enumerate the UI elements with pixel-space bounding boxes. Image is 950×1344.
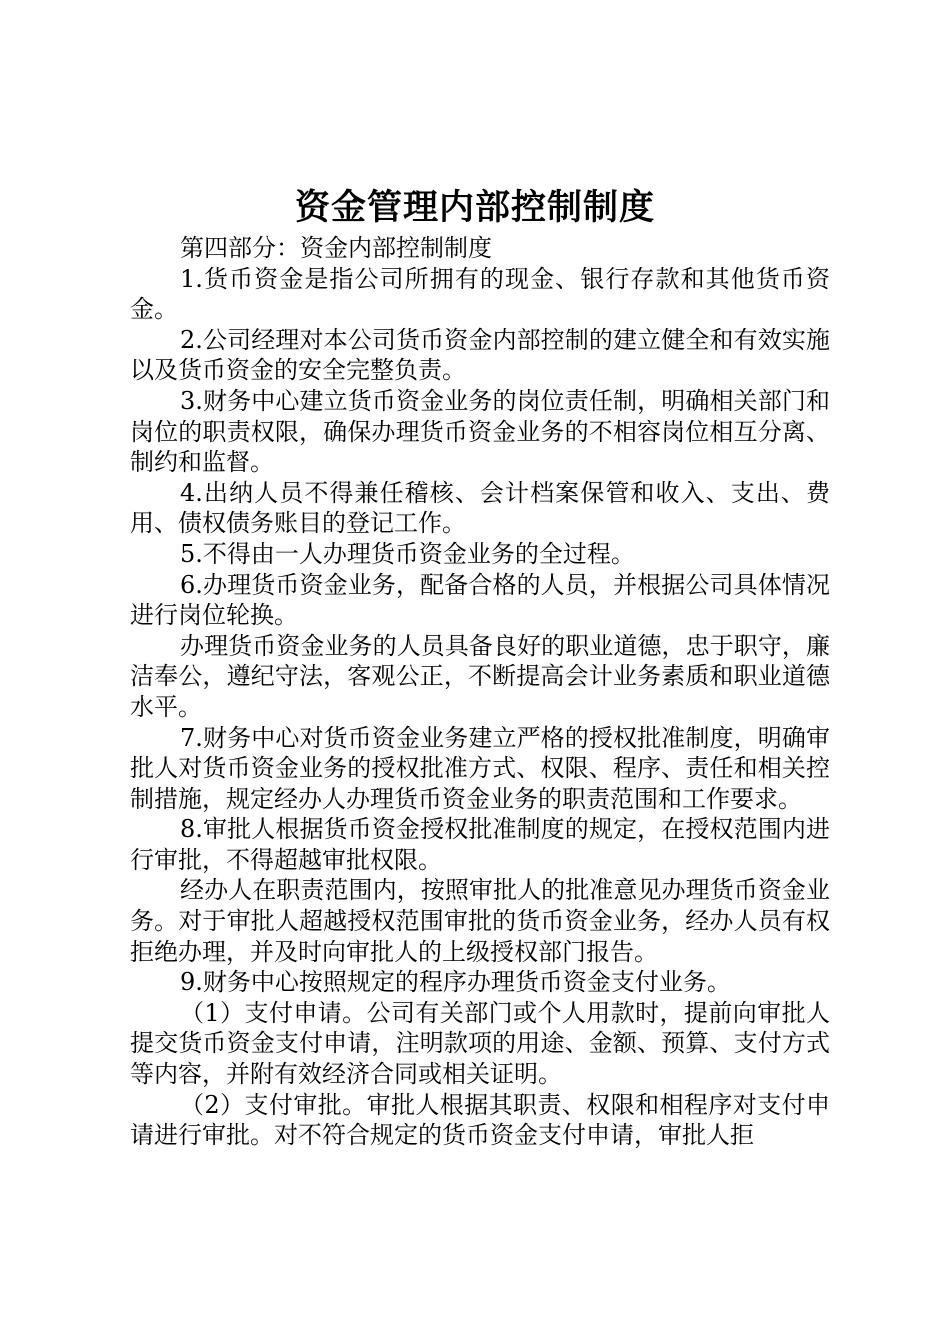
paragraph: （1）支付申请。公司有关部门或个人用款时，提前向审批人提交货币资金支付申请，注明款项的用途、金额、预算、支付方式等内容，并附有效经济合同或相关证明。 [130, 998, 830, 1089]
paragraph: 6.办理货币资金业务，配备合格的人员，并根据公司具体情况进行岗位轮换。 [130, 570, 830, 630]
paragraph: 办理货币资金业务的人员具备良好的职业道德，忠于职守，廉洁奉公，遵纪守法，客观公正，不断提高会计业务素质和职业道德水平。 [130, 631, 830, 721]
paragraph: 3.财务中心建立货币资金业务的岗位责任制，明确相关部门和岗位的职责权限，确保办理货币资金业务的不相容岗位相互分离、制约和监督。 [130, 386, 830, 477]
paragraph: 1.货币资金是指公司所拥有的现金、银行存款和其他货币资金。 [130, 264, 830, 324]
document-title: 资金管理内部控制制度 [294, 188, 655, 228]
paragraph: 5.不得由一人办理货币资金业务的全过程。 [180, 539, 635, 568]
paragraph: 经办人在职责范围内，按照审批人的批准意见办理货币资金业务。对于审批人超越授权范围审批的货币资金业务，经办人员有权拒绝办理，并及时向审批人的上级授权部门报告。 [130, 876, 830, 966]
paragraph: 第四部分：资金内部控制制度 [180, 234, 492, 262]
paragraph: 8.审批人根据货币资金授权批准制度的规定，在授权范围内进行审批，不得超越审批权限。 [130, 815, 830, 874]
paragraph: 7.财务中心对货币资金业务建立严格的授权批准制度，明确审批人对货币资金业务的授权批准方式、权限、程序、责任和相关控制措施，规定经办人办理货币资金业务的职责范围和工作要求。 [130, 723, 830, 813]
paragraph: 9.财务中心按照规定的程序办理货币资金支付业务。 [180, 968, 731, 997]
paragraph: （2）支付审批。审批人根据其职责、权限和相程序对支付申请进行审批。对不符合规定的货币资金支付申请，审批人拒 [130, 1090, 830, 1150]
document-body [130, 233, 830, 1151]
paragraph: 2.公司经理对本公司货币资金内部控制的建立健全和有效实施以及货币资金的安全完整负责。 [130, 325, 830, 385]
paragraph: 4.出纳人员不得兼任稽核、会计档案保管和收入、支出、费用、债权债务账目的登记工作。 [130, 478, 830, 538]
